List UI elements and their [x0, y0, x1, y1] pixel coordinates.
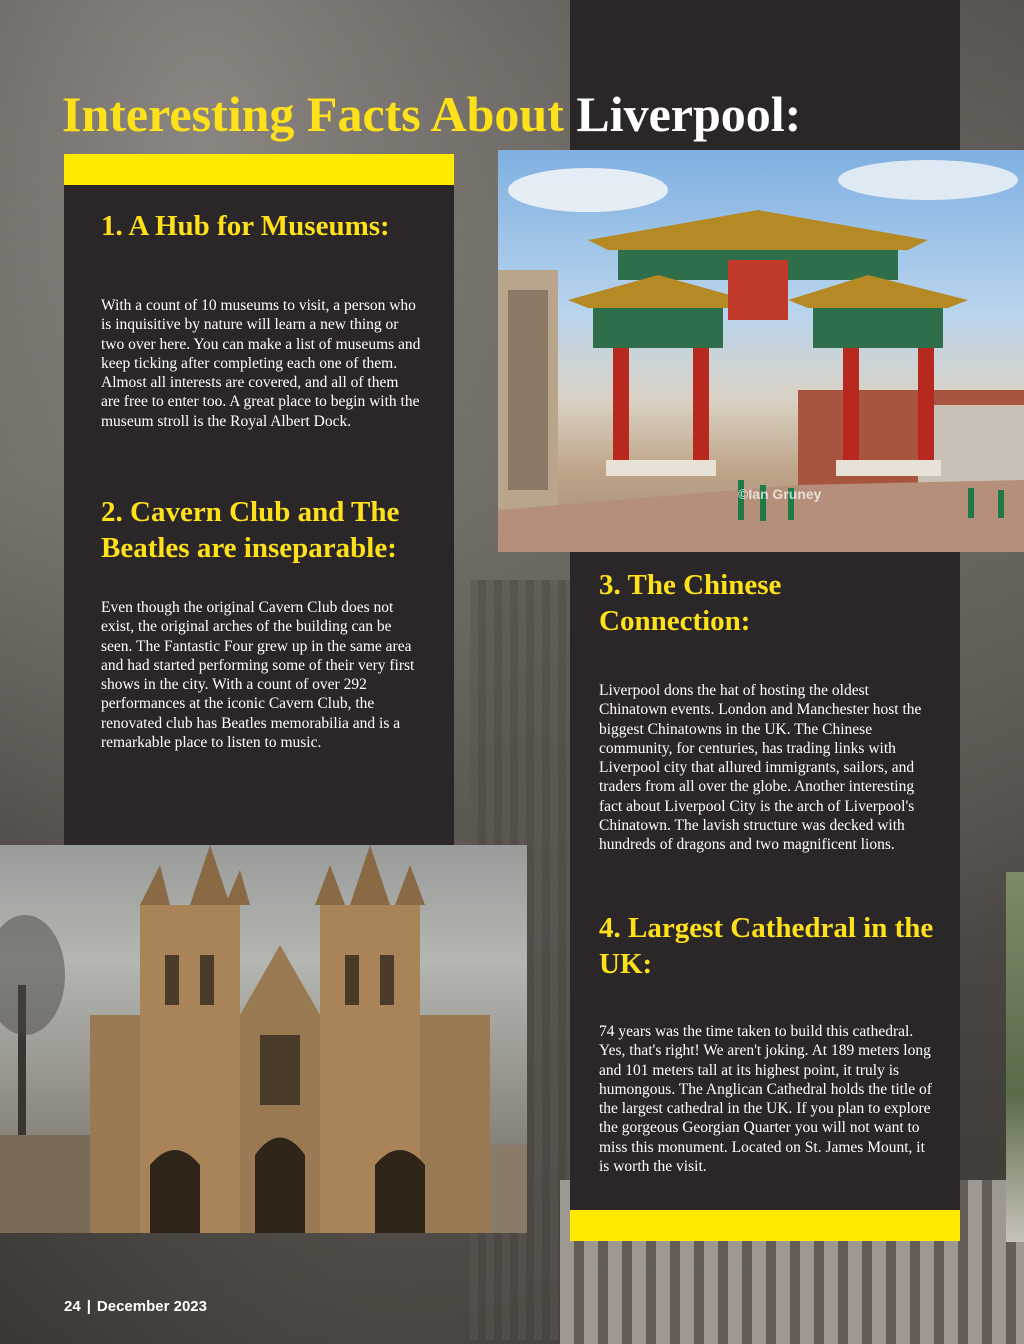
- section-museums: [101, 208, 421, 431]
- section-body: With a count of 10 museums to visit, a person who is inquisitive by nature will learn a new thing or two over here. You can make a list of museums and keep ticking after completing each one of them. Almost all interests are covered, and all of them are free to enter too. A great place to begin with the museum stroll is the Royal Albert Dock.: [101, 297, 421, 430]
- section-chinese-connection: [599, 567, 939, 855]
- section-body: Liverpool dons the hat of hosting the oldest Chinatown events. London and Manchester host the biggest Chinatowns in the UK. The Chinese community, for centuries, has trading links with Liverpool city that allured immigrants, sailors, and traders from all over the globe. Another interesting fact about Liverpool City is the arch of Liverpool's Chinatown. The lavish structure was decked with hundreds of dragons and two magnificent lions.: [599, 682, 922, 854]
- issue-date: December 2023: [96, 1298, 207, 1315]
- section-cathedral: [599, 910, 939, 1176]
- page-title: [62, 86, 801, 142]
- footer-separator: |: [86, 1298, 91, 1315]
- section-heading: 4. Largest Cathedral in the UK:: [599, 912, 934, 980]
- background-photo-edge: [1006, 872, 1024, 1242]
- section-heading: 3. The Chinese Connection:: [599, 569, 782, 637]
- section-heading: 2. Cavern Club and The Beatles are inseparable:: [101, 496, 400, 564]
- cathedral-photo: [0, 845, 527, 1233]
- page-footer: [64, 1298, 207, 1315]
- title-rest: Liverpool:: [576, 86, 802, 142]
- accent-bar-top: [64, 154, 454, 185]
- photo-watermark: ©Ian Gruney: [738, 486, 822, 502]
- section-cavern-club: [101, 494, 421, 752]
- section-body: Even though the original Cavern Club does not exist, the original arches of the building can be seen. The Fantastic Four grew up in the same area and had started performing some of their very first shows in the city. With a count of over 292 performances at the iconic Cavern Club, the renovated club has Beatles memorabilia and is a remarkable place to listen to music.: [101, 599, 415, 752]
- title-highlight: Interesting Facts About: [62, 86, 564, 142]
- accent-bar-bottom: [570, 1210, 960, 1241]
- chinatown-arch-photo: [498, 150, 1024, 552]
- page-number: 24: [64, 1298, 81, 1315]
- section-heading: 1. A Hub for Museums:: [101, 210, 390, 242]
- section-body: 74 years was the time taken to build this cathedral. Yes, that's right! We aren't joking. At 189 meters long and 101 meters tall at its highest point, it truly is humongous. The Anglican Cathedral holds the title of the largest cathedral in the UK. If you plan to explore the gorgeous Georgian Quarter you will not want to miss this monument. Located on St. James Mount, it is worth the visit.: [599, 1023, 932, 1176]
